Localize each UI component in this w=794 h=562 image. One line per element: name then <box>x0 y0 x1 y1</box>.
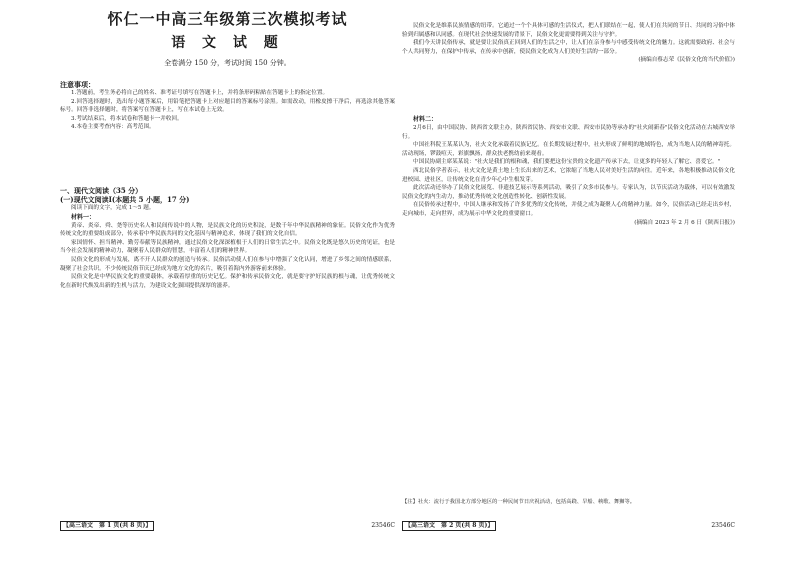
instruction: 阅读下面的文字，完成 1～5 题。 <box>71 205 155 211</box>
footer-code: 23546C <box>371 522 395 529</box>
body-paragraph: 2月6日，由中国民协、陕西省文联主办，陕西省民协、西安市文联、西安市民协等承办的"社火闹新春"民俗文化活动在古城西安举行。 <box>402 125 735 140</box>
body-paragraph: 民俗文化是中华民族文化的重要载体，承载着厚重的历史记忆。保护和传承民俗文化，就是要守护好民族的根与魂，让优秀传统文化在新时代焕发出新的生机与活力，为建设文化强国提供深厚的滋养。 <box>60 274 395 289</box>
material-label: 材料二： <box>413 116 438 123</box>
source-citation: (摘编自 2023 年 2 月 6 日《陕西日报》) <box>634 219 735 226</box>
notice-item: 2.回答选择题时，选出每小题答案后，用铅笔把答题卡上对应题目的答案标号涂黑。如需改动，用橡皮擦干净后，再选涂其他答案标号。回答非选择题时，将答案写在答题卡上，写在本试卷上无效。 <box>60 98 395 114</box>
reading-section <box>60 186 395 290</box>
exam-subject: 语 文 试 题 <box>171 35 284 51</box>
footer-page-tag: 【高三语文 第 2 页(共 8 页)】 <box>402 521 496 531</box>
source-citation: (摘编自蔡志荣《民俗文化的当代价值》) <box>638 57 735 64</box>
notice-item: 1.答题前，考生务必将自己的姓名、准考证号填写在答题卡上，并将条形码粘贴在答题卡上的指定位置。 <box>71 90 329 96</box>
footer-page-tag: 【高三语文 第 1 页(共 8 页)】 <box>60 521 154 531</box>
section-heading: 一、现代文阅读（35 分） <box>60 186 143 195</box>
body-paragraph: 我们今天讲民俗传承，就是要让民俗真正回到人们的生活之中，让人们在亲身参与中感受传统文化的魅力。这就需要政府、社会与个人共同努力，在保护中传承，在传承中创新，使民俗文化成为人们美好生活的一部分。 <box>402 40 735 55</box>
body-paragraph: 民俗文化是维系民族情感的纽带。它通过一个个具体可感的生活仪式，把人们联结在一起，使人们在共同的节日、共同的习俗中体验到归属感和认同感。在现代社会快速发展的背景下，民俗文化更需要得到关注与守护。 <box>402 23 735 38</box>
footnote <box>402 498 735 506</box>
body-paragraph: 民俗文化的形成与发展，离不开人民群众的创造与传承。民俗活动使人们在参与中增强了文化认同，增进了乡邻之间的情感联系，凝聚了社会共识。不少传统民俗节庆已经成为地方文化的名片，吸引着海内外游客前来体验。 <box>60 256 395 272</box>
footnote-text: 【注】社火：流行于我国北方部分地区的一种民间节日庆祝活动，包括高跷、旱船、秧歌、舞狮等。 <box>402 499 636 505</box>
sub-heading: (一)现代文阅读Ⅰ(本题共 5 小题，17 分) <box>60 195 190 204</box>
page-footer <box>60 521 395 531</box>
body-paragraph: 中国民协副主席某某说："社火是我们的根和魂，我们要把这份宝贵的文化遗产传承下去，让更多的年轻人了解它、喜爱它。" <box>413 159 721 166</box>
page-two <box>402 0 735 562</box>
body-paragraph: 西北民俗学者表示，社火文化是黄土地上生长出来的艺术，它浓缩了当地人民对美好生活的向往。近年来，各地积极推动民俗文化进校园、进社区，让传统文化在青少年心中生根发芽。 <box>402 167 735 183</box>
material-label: 材料一： <box>71 213 96 221</box>
footer-code: 23546C <box>711 522 735 529</box>
body-paragraph: 在民俗传承过程中，中国人继承和发扬了许多优秀的文化传统，并使之成为凝聚人心的精神力量。如今，民俗活动已经走出乡村，走向城市，走向世界，成为展示中华文化的重要窗口。 <box>402 202 735 217</box>
body-paragraph: 黄帝、炎帝、舜、尧等历史名人和民间传说中的人物，是民族文化的历史积淀，是数千年中华民族精神的象征。民俗文化作为优秀传统文化的重要组成部分，传承着中华民族共同的文化基因与精神追求，体现了我们的文化自信。 <box>60 222 395 238</box>
body-paragraph: 此次活动还举办了民俗文化展览、非遗技艺展示等系列活动，吸引了众多市民参与。专家认为，以节庆活动为载体，可以有效激发民俗文化的内生动力，推动优秀传统文化创造性转化、创新性发展。 <box>402 185 735 200</box>
material-one-continued <box>402 22 735 65</box>
notice-block <box>60 80 395 132</box>
notice-item: 4.本卷主要考查内容：高考范围。 <box>71 124 155 131</box>
notice-heading: 注意事项： <box>60 80 95 89</box>
body-paragraph: 中国社科院王某某认为，社火文化承载着民族记忆。在长期发展过程中，社火形成了鲜明的地域特色，成为当地人民的精神寄托。活动现场，锣鼓喧天，彩旗飘扬，群众扶老携幼前来观看。 <box>402 142 735 157</box>
page-footer <box>402 521 735 531</box>
exam-title: 怀仁一中高三年级第三次模拟考试 <box>107 10 348 28</box>
material-two <box>402 115 735 227</box>
score-line: 全卷满分 150 分，考试时间 150 分钟。 <box>164 59 291 67</box>
page-one <box>60 0 395 562</box>
body-paragraph: 家国情怀、担当精神、勤劳奉献等民族精神，通过民俗文化深深植根于人们的日常生活之中。民俗文化既是悠久历史的见证，也是当今社会发展的精神动力，凝聚着人民群众的智慧，丰富着人们的精神世界。 <box>60 239 395 255</box>
notice-item: 3.考试结束后，将本试卷和答题卡一并收回。 <box>71 115 183 122</box>
